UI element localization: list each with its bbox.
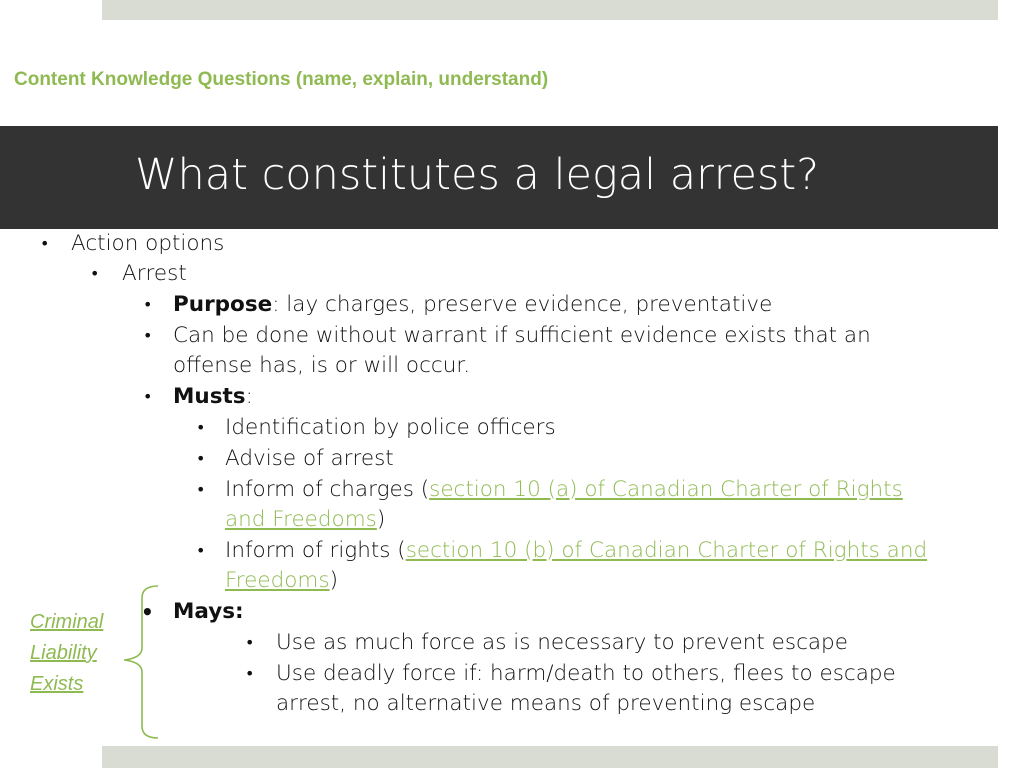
bullet: • [196,449,206,468]
bullet: • [245,633,255,652]
list-item-warrant-line1: Can be done without warrant if sufficient evidence exists that an [173,323,871,348]
list-item-must-rights-cont [225,566,338,596]
charter-10a-link-cont[interactable]: and Freedoms [225,507,377,532]
criminal-liability-link-line1[interactable]: Criminal [30,611,104,633]
list-item-must-identification: Identification by police officers [225,415,556,440]
must-rights-pre: Inform of rights ( [225,538,406,563]
must-rights-post: ) [329,568,338,593]
list-item-arrest: Arrest [122,261,187,286]
must-charges-post: ) [376,507,386,532]
charter-10b-link-cont[interactable]: Freedoms [225,568,330,593]
bullet: • [40,234,50,253]
bullet: • [143,295,153,314]
top-decor-bar [102,0,998,20]
list-item-mays: Mays: [173,599,244,624]
curly-brace [118,582,160,742]
charter-10a-link[interactable]: section 10 (a) of Canadian Charter of Rights [429,477,903,502]
list-item-must-charges-cont [225,505,385,535]
criminal-liability-link-line3[interactable]: Exists [30,673,84,695]
bullet: • [141,600,154,624]
list-item-may-force: Use as much force as is necessary to prevent escape [276,630,848,655]
slide-subtitle: Content Knowledge Questions (name, explain, understand) [14,69,549,90]
list-item-may-deadly-line1: Use deadly force if: harm/death to others, flees to escape [276,661,896,686]
list-item-may-deadly-line2: arrest, no alternative means of preventing escape [276,691,816,716]
bullet: • [245,664,255,683]
list-item-must-charges [225,475,903,505]
bullet: • [196,418,206,437]
charter-10b-link[interactable]: section 10 (b) of Canadian Charter of Rights and [405,538,928,563]
list-item-purpose [173,290,772,320]
slide-title: What constitutes a legal arrest? [135,150,820,200]
bullet: • [196,480,206,499]
must-charges-pre: Inform of charges ( [225,477,430,502]
bullet: • [90,264,100,283]
bottom-decor-bar [102,746,998,768]
list-item-warrant-line2: offense has, is or will occur. [173,353,471,378]
criminal-liability-link-line2[interactable]: Liability [30,642,97,664]
purpose-label: Purpose [173,292,273,317]
musts-label: Musts [173,384,246,409]
bullet: • [143,326,153,345]
musts-colon: : [245,384,253,409]
list-item-action-options: Action options [71,231,225,256]
bullet: • [196,541,206,560]
bullet: • [143,387,153,406]
list-item-must-rights [225,536,927,566]
list-item-must-advise: Advise of arrest [225,446,394,471]
purpose-text: : lay charges, preserve evidence, preventative [272,292,773,317]
list-item-musts [173,382,253,412]
